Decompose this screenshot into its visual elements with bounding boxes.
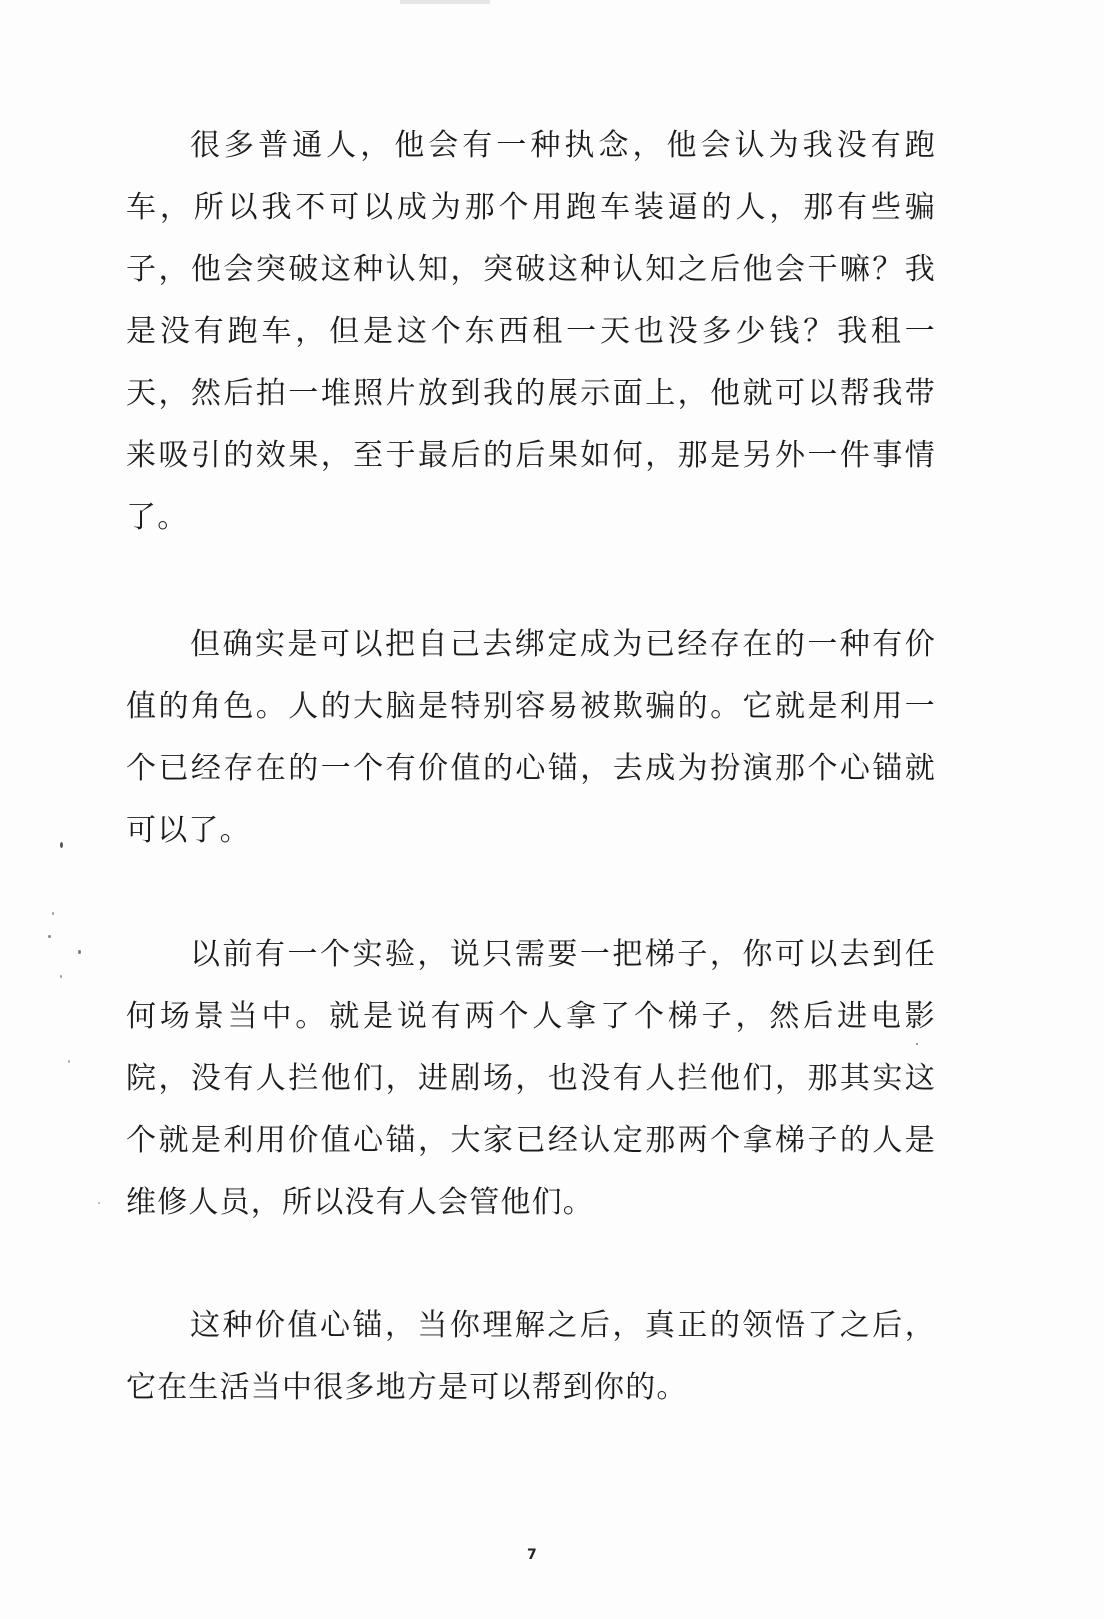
paragraph-3: 以前有一个实验，说只需要一把梯子，你可以去到任何场景当中。就是说有两个人拿了个梯子，然后进电影院，没有人拦他们，进剧场，也没有人拦他们，那其实这个就是利用价值心锚，大家已经认定那两个拿梯子的人是维修人员，所以没有人会管他们。 <box>126 937 936 1220</box>
scan-speck <box>48 935 51 938</box>
scan-speck <box>78 950 81 954</box>
scan-smudge <box>400 0 490 4</box>
paragraph-4: 这种价值心锚，当你理解之后，真正的领悟了之后，它在生活当中很多地方是可以帮到你的。 <box>126 1308 936 1405</box>
page-number: 7 <box>527 1547 537 1563</box>
paragraph-1: 很多普通人，他会有一种执念，他会认为我没有跑车，所以我不可以成为那个用跑车装逼的人，那有些骗子，他会突破这种认知，突破这种认知之后他会干嘛？我是没有跑车，但是这个东西租一天也没多少钱？我租一天，然后拍一堆照片放到我的展示面上，他就可以帮我带来吸引的效果，至于最后的后果如何，那是另外一件事情了。 <box>126 128 936 535</box>
scan-speck <box>98 1202 100 1204</box>
paragraph-2: 但确实是可以把自己去绑定成为已经存在的一种有价值的角色。人的大脑是特别容易被欺骗的。它就是利用一个已经存在的一个有价值的心锚，去成为扮演那个心锚就可以了。 <box>126 627 936 848</box>
scan-speck <box>68 1060 70 1063</box>
scan-speck <box>52 912 54 915</box>
scan-speck <box>916 1043 918 1045</box>
scan-speck <box>60 975 62 978</box>
scan-speck <box>60 842 63 848</box>
